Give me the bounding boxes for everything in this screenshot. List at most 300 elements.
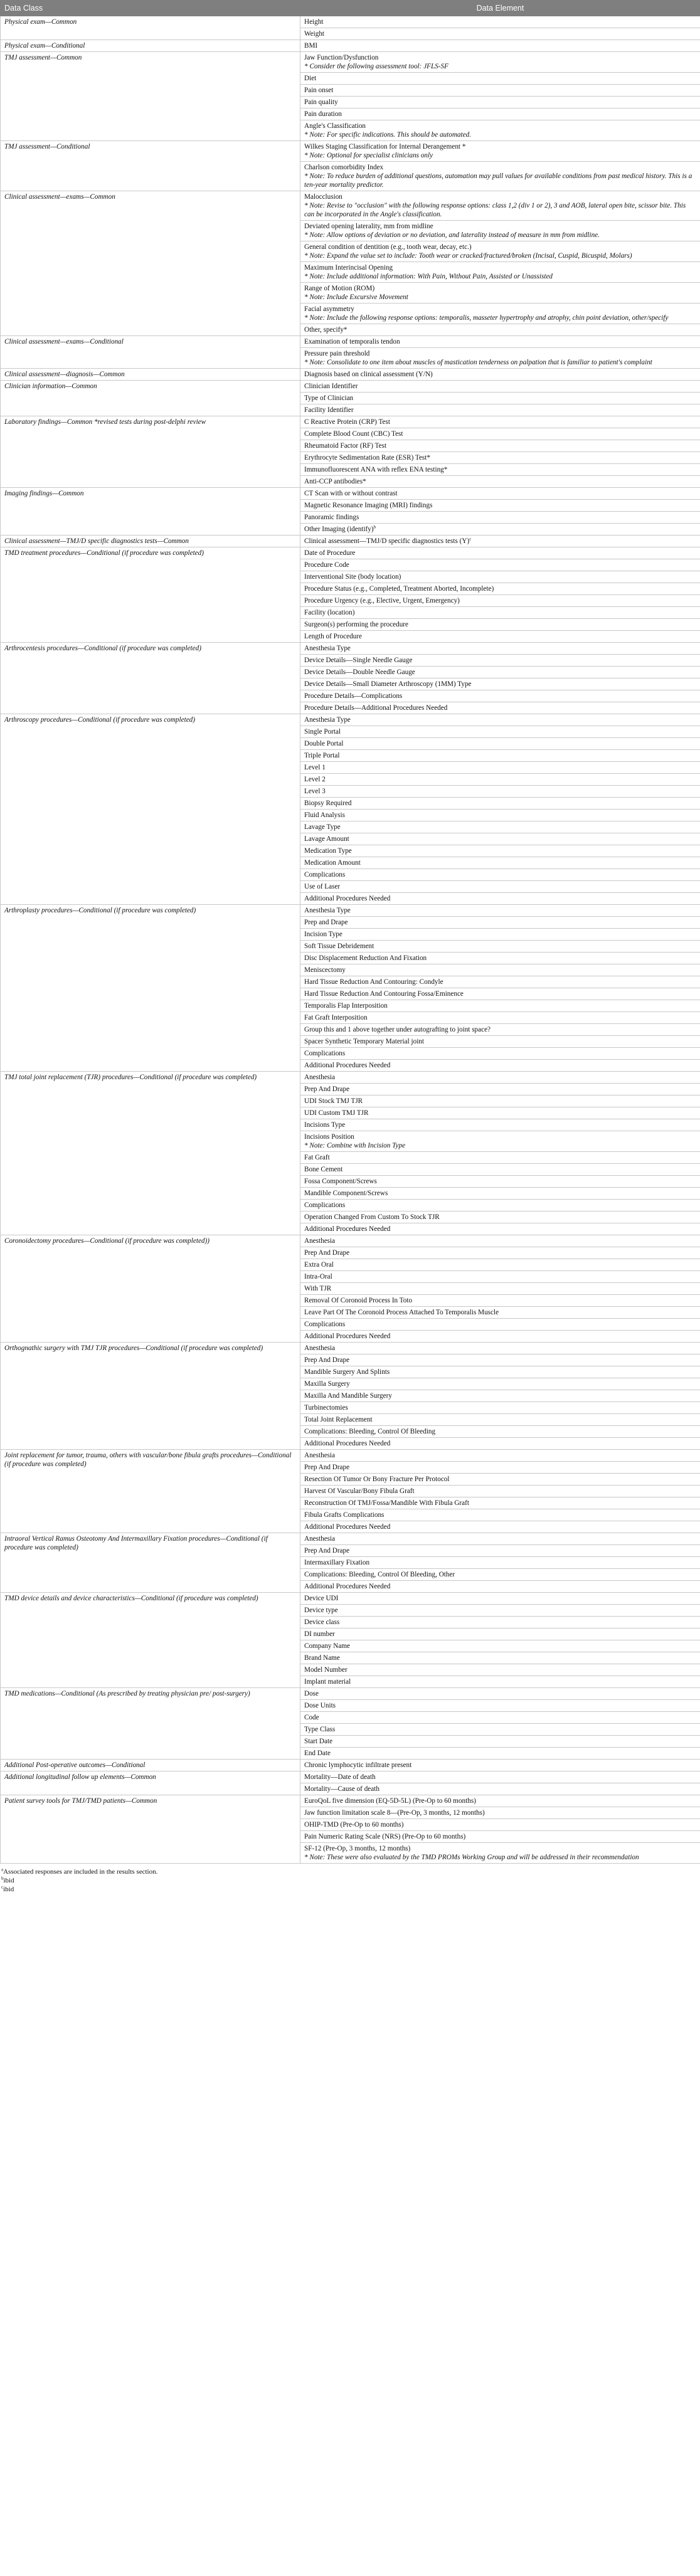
data-class-cell: Arthroplasty procedures—Conditional (if procedure was completed) (1, 905, 300, 1072)
data-element-label (304, 1439, 696, 1448)
table-row (1, 191, 700, 221)
data-element-text: Procedure Urgency (e.g., Elective, Urgent, Emergency) (304, 597, 460, 604)
data-element-label (304, 1534, 696, 1543)
data-element-cell (300, 547, 700, 559)
table-row (1, 1235, 700, 1247)
data-element-text: Anti-CCP antibodies* (304, 478, 366, 485)
data-element-label (304, 584, 696, 593)
data-class-cell: Laboratory findings—Common *revised tests during post-delphi review (1, 416, 300, 488)
table-row (1, 381, 700, 393)
data-element-label (304, 870, 696, 879)
data-element-label (304, 811, 696, 820)
data-element-cell (300, 750, 700, 762)
data-element-text: Complications: Bleeding, Control Of Bleeding (304, 1428, 436, 1435)
data-element-text: Medication Type (304, 847, 352, 855)
data-element-label (304, 680, 696, 689)
data-element-label (304, 1415, 696, 1424)
data-element-note: * Note: Consolidate to one item about muscles of mastication tenderness on palpation that is familiar to patient's complaint (304, 359, 652, 366)
data-element-text: Angle's Classification (304, 122, 366, 130)
footnote-text: ibid (3, 1877, 14, 1884)
data-element-text: Wilkes Staging Classification for Internal Derangement * (304, 143, 466, 150)
data-element-text: Facility Identifier (304, 406, 354, 414)
data-element-label (304, 263, 696, 272)
data-element-text: Single Portal (304, 728, 341, 736)
data-element-label (304, 763, 696, 772)
data-element-text: Fluid Analysis (304, 811, 345, 819)
data-element-text: End Date (304, 1750, 331, 1757)
data-element-cell (300, 536, 700, 547)
data-element-label (304, 739, 696, 748)
data-element-label (304, 882, 696, 891)
table-row (1, 16, 700, 28)
data-element-text: Prep And Drape (304, 1249, 350, 1257)
data-element-text: Hard Tissue Reduction And Contouring Fossa/Eminence (304, 990, 464, 998)
data-element-note: * Note: Allow options of deviation or no deviation, and laterality instead of measure in mm from midline. (304, 231, 600, 239)
data-element-cell (300, 881, 700, 893)
data-element-cell (300, 1259, 700, 1271)
data-element-label (304, 549, 696, 557)
data-element-label (304, 1749, 696, 1758)
data-element-text: Intra-Oral (304, 1273, 332, 1280)
data-element-text: Procedure Details—Additional Procedures Needed (304, 704, 448, 712)
data-element-cell (300, 1414, 700, 1426)
data-element-label (304, 620, 696, 629)
data-element-text: Prep and Drape (304, 919, 348, 926)
data-element-cell (300, 631, 700, 643)
data-element-text: Additional Procedures Needed (304, 1583, 391, 1590)
data-element-label (304, 418, 696, 426)
data-element-cell (300, 1545, 700, 1557)
data-class-cell: Additional longitudinal follow up elements—Common (1, 1771, 300, 1795)
data-element-cell (300, 120, 700, 141)
data-element-label (304, 1499, 696, 1507)
data-element-cell (300, 583, 700, 595)
data-element-text: Anesthesia (304, 1344, 336, 1352)
data-element-cell (300, 1474, 700, 1486)
table-row (1, 336, 700, 348)
data-element-text: Operation Changed From Custom To Stock TJR (304, 1213, 440, 1221)
data-element-cell (300, 500, 700, 512)
data-element-cell (300, 988, 700, 1000)
data-element-label (304, 477, 696, 486)
data-element-cell (300, 1557, 700, 1569)
data-element-label (304, 1013, 696, 1022)
footnote-mark: b (1, 1876, 4, 1881)
data-class-cell: Arthroscopy procedures—Conditional (if procedure was completed) (1, 714, 300, 905)
data-element-text: Extra Oral (304, 1261, 334, 1269)
data-element-text: Group this and 1 above together under autografting to joint space? (304, 1026, 491, 1033)
footnote-mark: a (1, 1867, 4, 1872)
data-element-text: Level 1 (304, 764, 326, 771)
data-element-label (304, 1594, 696, 1603)
header-data-class: Data Class (1, 1, 300, 16)
data-element-cell (300, 1712, 700, 1724)
data-element-cell (300, 108, 700, 120)
data-element-label (304, 1761, 696, 1770)
data-element-label (304, 222, 696, 231)
data-element-label (304, 1284, 696, 1293)
table-row (1, 141, 700, 162)
data-element-text: EuroQoL five dimension (EQ-5D-5L) (Pre-Op to 60 months) (304, 1797, 476, 1805)
data-element-label (304, 561, 696, 569)
data-element-text: Interventional Site (body location) (304, 573, 401, 581)
data-element-note: * Note: Expand the value set to include: Tooth wear or cracked/fractured/broken (Incisal, Cuspid, Bicuspid, Molars) (304, 252, 632, 260)
data-element-text: Fossa Component/Screws (304, 1178, 377, 1185)
data-class-cell: TMJ total joint replacement (TJR) procedures—Conditional (if procedure was completed) (1, 1072, 300, 1235)
data-element-text: Device Details—Double Needle Gauge (304, 668, 415, 676)
data-element-cell (300, 1331, 700, 1343)
data-element-cell (300, 964, 700, 976)
data-element-text: Jaw function limitation scale 8—(Pre-Op, 3 months, 12 months) (304, 1809, 485, 1817)
data-element-text: Prep And Drape (304, 1356, 350, 1364)
data-element-text: Reconstruction Of TMJ/Fossa/Mandible With Fibula Graft (304, 1499, 469, 1507)
footnote (1, 1876, 699, 1885)
data-element-text: Biopsy Required (304, 800, 352, 807)
data-class-cell: Joint replacement for tumor, trauma, others with vascular/bone fibula grafts procedures—Conditional (if procedure was completed) (1, 1450, 300, 1533)
data-element-note: * Note: Revise to "occlusion" with the following response options: class 1,2 (div 1 or 2), 3 and AOB, lateral open bite, scissor bite. This can be incorporated in the Angle's classification. (304, 202, 686, 218)
table-row (1, 1771, 700, 1783)
data-element-note: * Note: Optional for specialist clinicians only (304, 152, 433, 159)
data-element-text: General condition of dentition (e.g., tooth wear, decay, etc.) (304, 243, 472, 251)
data-element-text: Device UDI (304, 1595, 339, 1602)
data-element-label (304, 1061, 696, 1070)
table-row (1, 52, 700, 73)
data-element-text: Lavage Amount (304, 835, 349, 843)
data-element-note: * Note: Include additional information: With Pain, Without Pain, Assisted or Unassisted (304, 273, 553, 280)
table-row (1, 1688, 700, 1700)
data-element-text: Harvest Of Vascular/Bony Fibula Graft (304, 1487, 415, 1495)
data-element-cell (300, 1748, 700, 1760)
data-element-cell (300, 941, 700, 953)
data-element-label (304, 430, 696, 438)
data-element-cell (300, 607, 700, 619)
data-element-cell (300, 619, 700, 631)
data-element-text: Incisions Type (304, 1121, 346, 1129)
data-element-note: * Consider the following assessment tool: JFLS-SF (304, 63, 448, 70)
data-element-cell (300, 262, 700, 283)
data-element-cell (300, 1378, 700, 1390)
data-element-label (304, 1713, 696, 1722)
data-element-text: Maximum Interincisal Opening (304, 264, 393, 272)
data-element-text: Diet (304, 75, 317, 82)
footnote-mark: c (1, 1884, 4, 1890)
data-element-label (304, 1153, 696, 1162)
data-class-cell: Imaging findings—Common (1, 488, 300, 536)
data-element-label (304, 632, 696, 641)
data-element-text: With TJR (304, 1285, 332, 1292)
data-element-text: Start Date (304, 1738, 333, 1745)
data-element-label (304, 727, 696, 736)
data-element-text: Mortality—Date of death (304, 1773, 376, 1781)
data-element-label (304, 394, 696, 403)
data-element-label (304, 1558, 696, 1567)
data-class-cell: Intraoral Vertical Ramus Osteotomy And Intermaxillary Fixation procedures—Conditional (if procedure was completed) (1, 1533, 300, 1593)
footnotes (0, 1864, 700, 1894)
data-element-label (304, 441, 696, 450)
data-element-text: Company Name (304, 1642, 351, 1650)
data-element-label (304, 406, 696, 414)
data-class-cell: Orthognathic surgery with TMJ TJR procedures—Conditional (if procedure was completed) (1, 1343, 300, 1450)
data-element-label (304, 1073, 696, 1082)
data-element-text: Rheumatoid Factor (RF) Test (304, 442, 387, 450)
data-element-cell (300, 141, 700, 162)
data-element-text: Brand Name (304, 1654, 340, 1662)
data-element-label (304, 1225, 696, 1233)
data-element-cell (300, 241, 700, 262)
data-element-label (304, 325, 696, 334)
data-element-cell (300, 1095, 700, 1107)
data-element-text: C Reactive Protein (CRP) Test (304, 418, 390, 426)
data-element-text: Mortality—Cause of death (304, 1785, 379, 1793)
data-element-label (304, 489, 696, 498)
data-element-cell (300, 476, 700, 488)
data-element-label (304, 1665, 696, 1674)
table-row (1, 1343, 700, 1354)
data-element-cell (300, 393, 700, 404)
data-element-label (304, 715, 696, 724)
data-element-label (304, 1296, 696, 1305)
data-element-text: Erythrocyte Sedimentation Rate (ESR) Test* (304, 454, 430, 462)
data-element-text: Other, specify* (304, 326, 347, 334)
data-element-cell (300, 1319, 700, 1331)
data-element-text: Weight (304, 30, 325, 38)
data-element-text: Level 2 (304, 776, 326, 783)
data-element-label (304, 954, 696, 963)
data-element-cell (300, 1760, 700, 1771)
table-row (1, 1760, 700, 1771)
data-element-cell (300, 857, 700, 869)
data-element-label (304, 847, 696, 855)
footnote (1, 1885, 699, 1894)
data-element-cell (300, 905, 700, 917)
data-element-cell (300, 1819, 700, 1831)
data-element-cell (300, 40, 700, 52)
data-element-label (304, 122, 696, 130)
data-element-cell (300, 667, 700, 678)
data-element-text: Magnetic Resonance Imaging (MRI) findings (304, 502, 433, 509)
data-element-label (304, 537, 696, 546)
data-element-cell (300, 1831, 700, 1843)
data-element-cell (300, 1426, 700, 1438)
data-element-cell (300, 324, 700, 336)
data-element-label (304, 1001, 696, 1010)
data-element-text: Lavage Type (304, 823, 341, 831)
data-element-text: Additional Procedures Needed (304, 1225, 391, 1233)
table-row (1, 1593, 700, 1605)
data-element-note: * Note: To reduce burden of additional questions, automation may pull values for available conditions from past medical history. This is a ten-year mortality predictor. (304, 172, 692, 189)
data-element-label (304, 1344, 696, 1353)
data-element-text: Dose (304, 1690, 319, 1697)
data-element-cell (300, 643, 700, 655)
data-element-label (304, 465, 696, 474)
data-element-label (304, 966, 696, 974)
table-row (1, 416, 700, 428)
data-element-cell (300, 512, 700, 524)
data-element-cell (300, 1295, 700, 1307)
data-element-cell (300, 690, 700, 702)
data-element-text: Anesthesia Type (304, 716, 351, 724)
data-element-label (304, 382, 696, 391)
data-element-text: UDI Stock TMJ TJR (304, 1097, 363, 1105)
data-element-text: Use of Laser (304, 883, 341, 890)
data-element-text: Mandible Surgery And Splints (304, 1368, 390, 1376)
data-element-cell (300, 714, 700, 726)
data-element-label (304, 1523, 696, 1531)
data-element-cell (300, 1012, 700, 1024)
data-element-label (304, 978, 696, 986)
data-element-text: Procedure Status (e.g., Completed, Treatment Aborted, Incomplete) (304, 585, 494, 593)
data-element-text: Surgeon(s) performing the procedure (304, 621, 408, 628)
data-element-text: Fibula Grafts Complications (304, 1511, 384, 1519)
data-element-text: Jaw Function/Dysfunction (304, 54, 379, 61)
data-element-cell (300, 1509, 700, 1521)
data-element-text: Incisions Position (304, 1133, 354, 1141)
data-element-cell (300, 1783, 700, 1795)
data-element-cell (300, 416, 700, 428)
data-element-text: Turbinectomies (304, 1404, 348, 1412)
data-element-text: Complete Blood Count (CBC) Test (304, 430, 403, 438)
data-element-label (304, 823, 696, 831)
table-row (1, 905, 700, 917)
data-element-text: Bone Cement (304, 1166, 343, 1173)
data-element-label (304, 1248, 696, 1257)
data-element-label (304, 1797, 696, 1805)
data-element-label (304, 1049, 696, 1058)
data-element-cell (300, 1652, 700, 1664)
data-element-text: Device class (304, 1618, 340, 1626)
data-element-cell (300, 1176, 700, 1188)
data-element-text: Resection Of Tumor Or Bony Fracture Per Protocol (304, 1475, 450, 1483)
data-element-label (304, 787, 696, 796)
data-element-label (304, 1475, 696, 1484)
data-element-label (304, 1109, 696, 1117)
data-element-cell (300, 1343, 700, 1354)
data-element-text: Malocclusion (304, 193, 342, 201)
data-class-cell: Physical exam—Common (1, 16, 300, 40)
data-element-note: * Note: Include Excursive Movement (304, 293, 408, 301)
data-element-label (304, 1511, 696, 1519)
data-element-label (304, 775, 696, 784)
data-element-text: Immunofluorescent ANA with reflex ENA testing* (304, 466, 448, 473)
data-element-cell (300, 1569, 700, 1581)
data-element-text: Facial asymmetry (304, 305, 354, 313)
data-element-text: Height (304, 18, 324, 26)
data-element-cell (300, 1107, 700, 1119)
data-element-cell (300, 1131, 700, 1152)
data-element-label (304, 930, 696, 939)
data-element-label (304, 349, 696, 358)
data-class-cell: TMD device details and device characteristics—Conditional (if procedure was completed) (1, 1593, 300, 1688)
data-class-cell: Clinician information—Common (1, 381, 300, 416)
data-element-text: Dose Units (304, 1702, 336, 1709)
data-element-text: Leave Part Of The Coronoid Process Attached To Temporalis Muscle (304, 1309, 499, 1316)
data-element-label (304, 1701, 696, 1710)
table-body (1, 16, 700, 1864)
data-element-text: Soft Tissue Debridement (304, 942, 374, 950)
data-element-cell (300, 1807, 700, 1819)
data-element-cell (300, 1271, 700, 1283)
data-element-cell (300, 1724, 700, 1736)
data-element-cell (300, 1438, 700, 1450)
data-element-cell (300, 917, 700, 929)
data-element-label (304, 799, 696, 808)
data-element-label (304, 704, 696, 712)
data-element-text: Anesthesia (304, 1237, 336, 1245)
data-element-text: Facility (location) (304, 609, 355, 616)
data-element-text: Level 3 (304, 788, 326, 795)
data-element-text: Total Joint Replacement (304, 1416, 373, 1423)
data-element-cell (300, 1593, 700, 1605)
data-class-cell: Clinical assessment—exams—Conditional (1, 336, 300, 369)
data-element-label (304, 1427, 696, 1436)
data-element-cell (300, 304, 700, 324)
data-element-label (304, 835, 696, 843)
data-element-cell (300, 953, 700, 964)
data-element-cell (300, 97, 700, 108)
table-row (1, 40, 700, 52)
data-element-text: Hard Tissue Reduction And Contouring: Condyle (304, 978, 443, 986)
data-element-text: Pain onset (304, 87, 334, 94)
data-element-label (304, 41, 696, 50)
data-element-label (304, 525, 696, 534)
data-element-text: Anesthesia Type (304, 645, 351, 652)
data-element-label (304, 1725, 696, 1734)
data-element-text: Additional Procedures Needed (304, 1523, 391, 1531)
data-element-text: Other Imaging (identify) (304, 525, 374, 533)
data-element-label (304, 942, 696, 951)
data-element-text: Intermaxillary Fixation (304, 1559, 370, 1566)
data-element-cell (300, 1036, 700, 1048)
data-element-text: Diagnosis based on clinical assessment (Y/N) (304, 371, 433, 378)
data-element-label (304, 243, 696, 251)
data-element-text: Type Class (304, 1726, 336, 1733)
data-class-cell: Clinical assessment—diagnosis—Common (1, 369, 300, 381)
data-element-text: Implant material (304, 1678, 351, 1686)
data-element-cell (300, 738, 700, 750)
data-class-cell: Coronoidectomy procedures—Conditional (if procedure was completed)) (1, 1235, 300, 1343)
data-element-cell (300, 404, 700, 416)
data-element-cell (300, 452, 700, 464)
data-element-label (304, 1785, 696, 1793)
data-element-label (304, 1189, 696, 1198)
data-element-label (304, 284, 696, 293)
data-element-label (304, 1606, 696, 1615)
data-element-cell (300, 73, 700, 85)
data-element-label (304, 370, 696, 379)
table-row (1, 536, 700, 547)
data-element-cell (300, 774, 700, 786)
data-element-label (304, 1582, 696, 1591)
data-element-label (304, 513, 696, 522)
data-element-cell (300, 1060, 700, 1072)
data-element-cell (300, 1307, 700, 1319)
data-element-label (304, 918, 696, 927)
data-element-label (304, 1320, 696, 1329)
data-element-cell (300, 869, 700, 881)
data-element-text: Anesthesia (304, 1452, 336, 1459)
data-element-cell (300, 283, 700, 304)
data-element-label (304, 1332, 696, 1341)
data-element-text: Temporalis Flap Interposition (304, 1002, 388, 1010)
data-element-cell (300, 1402, 700, 1414)
table-row (1, 1072, 700, 1084)
data-element-label (304, 337, 696, 346)
data-element-label (304, 1356, 696, 1365)
data-element-label (304, 656, 696, 665)
data-element-text: Anesthesia Type (304, 907, 351, 914)
data-element-cell (300, 221, 700, 241)
data-element-text: Panoramic findings (304, 514, 359, 521)
